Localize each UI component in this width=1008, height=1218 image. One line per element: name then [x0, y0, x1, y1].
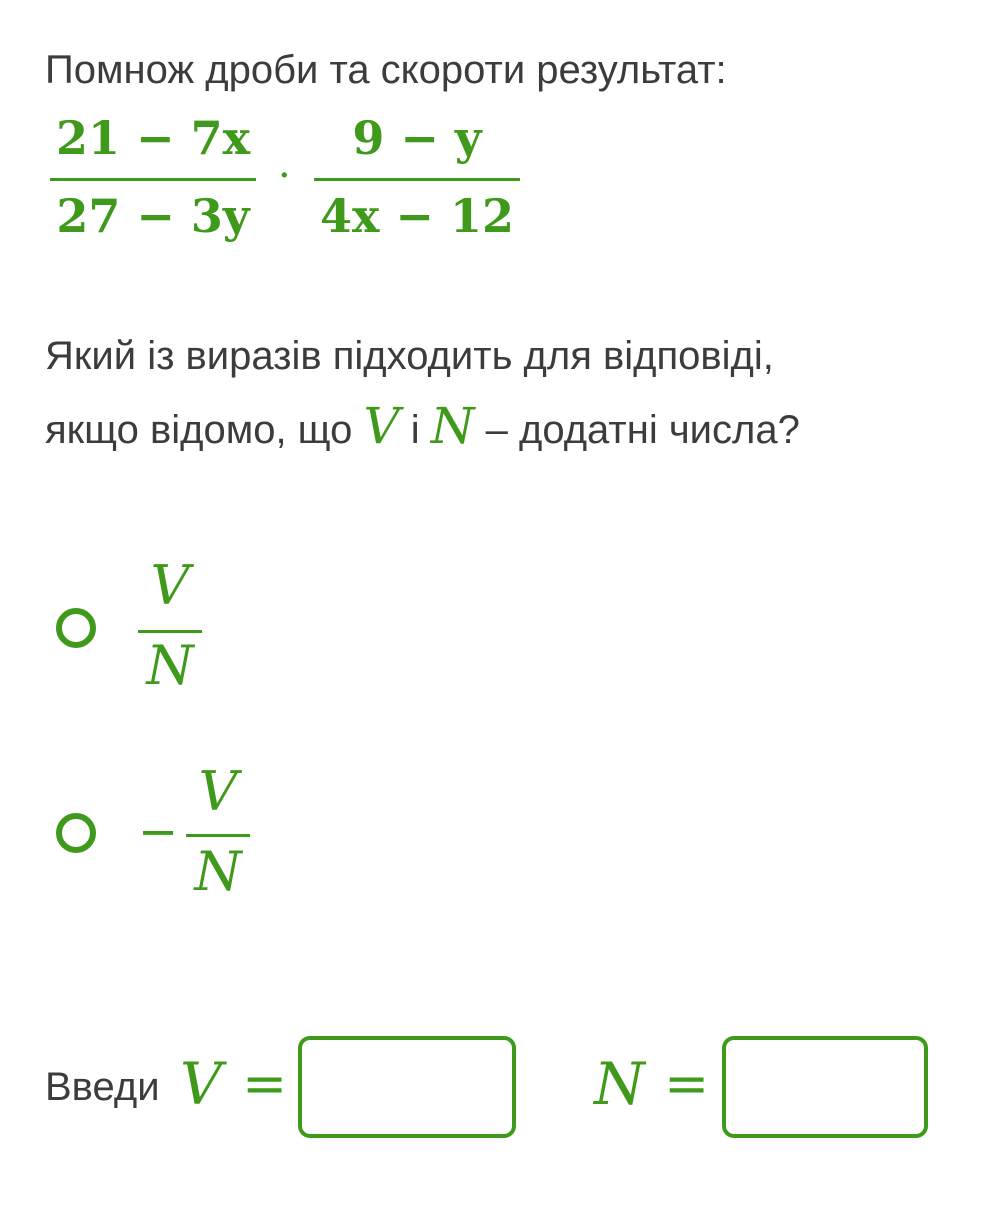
n-input-box[interactable]: [722, 1036, 928, 1138]
v-input-box[interactable]: [298, 1036, 516, 1138]
fraction-2-bar: [314, 178, 520, 181]
fraction-2: [314, 112, 520, 252]
var-n: N: [430, 397, 475, 455]
answer-equals-n: =: [664, 1052, 710, 1115]
option-2-fraction[interactable]: [186, 762, 250, 902]
option-2-denominator: N: [194, 840, 242, 903]
answer-var-v: V: [180, 1050, 222, 1118]
fraction-1-denominator: 27 − 3y: [56, 189, 250, 243]
fraction-1-bar: [50, 178, 256, 181]
fraction-1: [50, 112, 256, 252]
question-conj: і: [410, 408, 420, 452]
option-1-bar: [138, 630, 202, 633]
option-2-radio[interactable]: [56, 813, 96, 853]
option-1-denominator: N: [146, 634, 194, 697]
option-1-radio[interactable]: [56, 608, 96, 648]
answer-equals-v: =: [242, 1052, 288, 1115]
answer-var-n: N: [594, 1050, 645, 1118]
fraction-2-denominator: 4x − 12: [319, 189, 515, 243]
fraction-1-numerator: 21 − 7x: [55, 111, 251, 165]
option-2-minus-sign: −: [138, 804, 179, 860]
question-suffix: – додатні числа?: [485, 408, 800, 452]
option-2-numerator: V: [198, 760, 238, 823]
answer-prefix: Введи: [45, 1065, 160, 1109]
v-input[interactable]: [302, 1040, 512, 1134]
fraction-2-numerator: 9 − y: [352, 111, 482, 165]
multiply-dot: ·: [278, 153, 291, 199]
question-line-2: [45, 397, 800, 455]
question-prefix: якщо відомо, що: [45, 408, 353, 452]
question-line-1: Який із виразів підходить для відповіді,: [45, 334, 774, 378]
option-2-bar: [186, 834, 250, 837]
option-1-fraction[interactable]: [138, 556, 202, 696]
instruction-text: Помнож дроби та скороти результат:: [45, 48, 727, 92]
option-1-numerator: V: [150, 554, 190, 617]
n-input[interactable]: [726, 1040, 924, 1134]
var-v: V: [363, 397, 400, 455]
